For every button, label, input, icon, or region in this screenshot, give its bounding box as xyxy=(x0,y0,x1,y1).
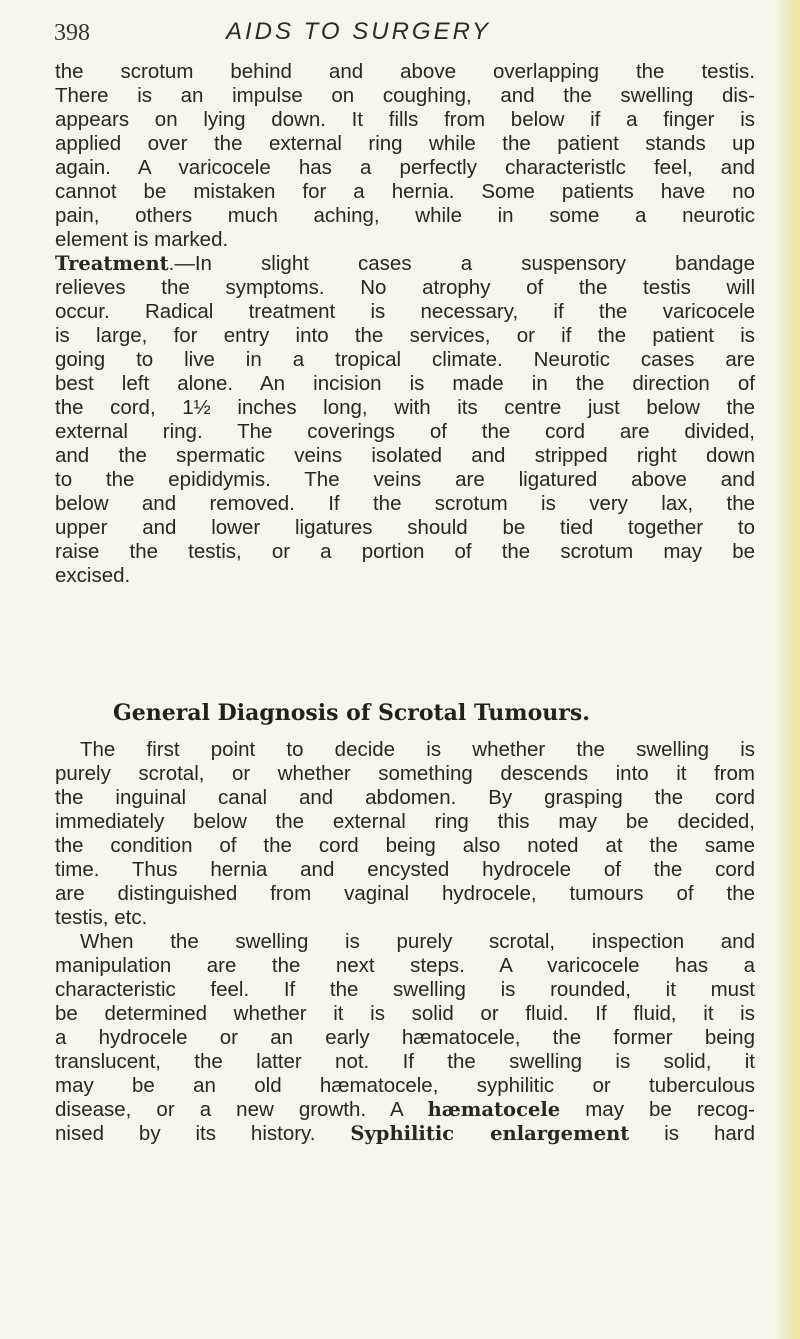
text-line: element is marked. xyxy=(55,228,229,251)
treatment-first-line-rest: .—In slight cases a suspensory bandage xyxy=(168,252,755,275)
text-line: upper and lower ligatures should be tied together to xyxy=(55,516,755,539)
line-prefix: disease, or a new growth. A xyxy=(55,1098,428,1121)
text-line: manipulation are the next steps. A varicocele has a xyxy=(55,954,755,977)
section-heading: General Diagnosis of Scrotal Tumours. xyxy=(113,700,590,726)
text-line: to the epididymis. The veins are ligatured above and xyxy=(55,468,755,491)
text-line: a hydrocele or an early hæmatocele, the former being xyxy=(55,1026,755,1049)
text-line: external ring. The coverings of the cord are divided, xyxy=(55,420,755,443)
text-line: The first point to decide is whether the swelling is xyxy=(80,738,755,761)
text-line: excised. xyxy=(55,564,131,587)
line-suffix: is hard xyxy=(629,1122,755,1145)
running-head xyxy=(54,14,774,54)
text-line: may be an old hæmatocele, syphilitic or tuberculous xyxy=(55,1074,755,1097)
syphilitic-line xyxy=(55,1122,755,1146)
haematocele-line xyxy=(55,1098,755,1122)
text-line: There is an impulse on coughing, and the swelling dis- xyxy=(55,84,755,107)
line-suffix: may be recog- xyxy=(560,1098,755,1121)
haematocele-term: hæmatocele xyxy=(427,1098,561,1121)
body-text-top xyxy=(55,60,755,588)
text-line: best left alone. An incision is made in the direction of xyxy=(55,372,755,395)
text-line: the condition of the cord being also noted at the same xyxy=(55,834,755,857)
text-line: When the swelling is purely scrotal, inspection and xyxy=(80,930,755,953)
text-line: going to live in a tropical climate. Neurotic cases are xyxy=(55,348,755,371)
text-line: below and removed. If the scrotum is very lax, the xyxy=(55,492,755,515)
running-title: AIDS TO SURGERY xyxy=(226,18,492,45)
text-line: occur. Radical treatment is necessary, if the varicocele xyxy=(55,300,755,323)
text-line: characteristic feel. If the swelling is rounded, it must xyxy=(55,978,755,1001)
page-number: 398 xyxy=(54,20,90,46)
syphilitic-term: Syphilitic enlargement xyxy=(350,1122,630,1145)
treatment-label: Treatment xyxy=(55,252,169,275)
text-line: testis, etc. xyxy=(55,906,148,929)
text-line: appears on lying down. It fills from below if a finger is xyxy=(55,108,755,131)
text-line: again. A varicocele has a perfectly characteristlc feel, and xyxy=(55,156,755,179)
treatment-first-line xyxy=(55,252,755,276)
text-line: applied over the external ring while the patient stands up xyxy=(55,132,755,155)
text-line: cannot be mistaken for a hernia. Some patients have no xyxy=(55,180,755,203)
text-line: and the spermatic veins isolated and stripped right down xyxy=(55,444,755,467)
text-line: immediately below the external ring this may be decided, xyxy=(55,810,755,833)
text-line: pain, others much aching, while in some a neurotic xyxy=(55,204,755,227)
body-text-bottom xyxy=(55,738,755,1146)
text-line: the cord, 1½ inches long, with its centre just below the xyxy=(55,396,755,419)
text-line: purely scrotal, or whether something descends into it from xyxy=(55,762,755,785)
text-line: are distinguished from vaginal hydrocele, tumours of the xyxy=(55,882,755,905)
text-line: time. Thus hernia and encysted hydrocele of the cord xyxy=(55,858,755,881)
text-line: relieves the symptoms. No atrophy of the testis will xyxy=(55,276,755,299)
text-line: translucent, the latter not. If the swelling is solid, it xyxy=(55,1050,755,1073)
text-line: is large, for entry into the services, or if the patient is xyxy=(55,324,755,347)
text-line: the scrotum behind and above overlapping the testis. xyxy=(55,60,755,83)
text-line: be determined whether it is solid or fluid. If fluid, it is xyxy=(55,1002,755,1025)
line-prefix: nised by its history. xyxy=(55,1122,351,1145)
text-line: raise the testis, or a portion of the scrotum may be xyxy=(55,540,755,563)
text-line: the inguinal canal and abdomen. By grasping the cord xyxy=(55,786,755,809)
page-edge-shading xyxy=(774,0,800,1339)
